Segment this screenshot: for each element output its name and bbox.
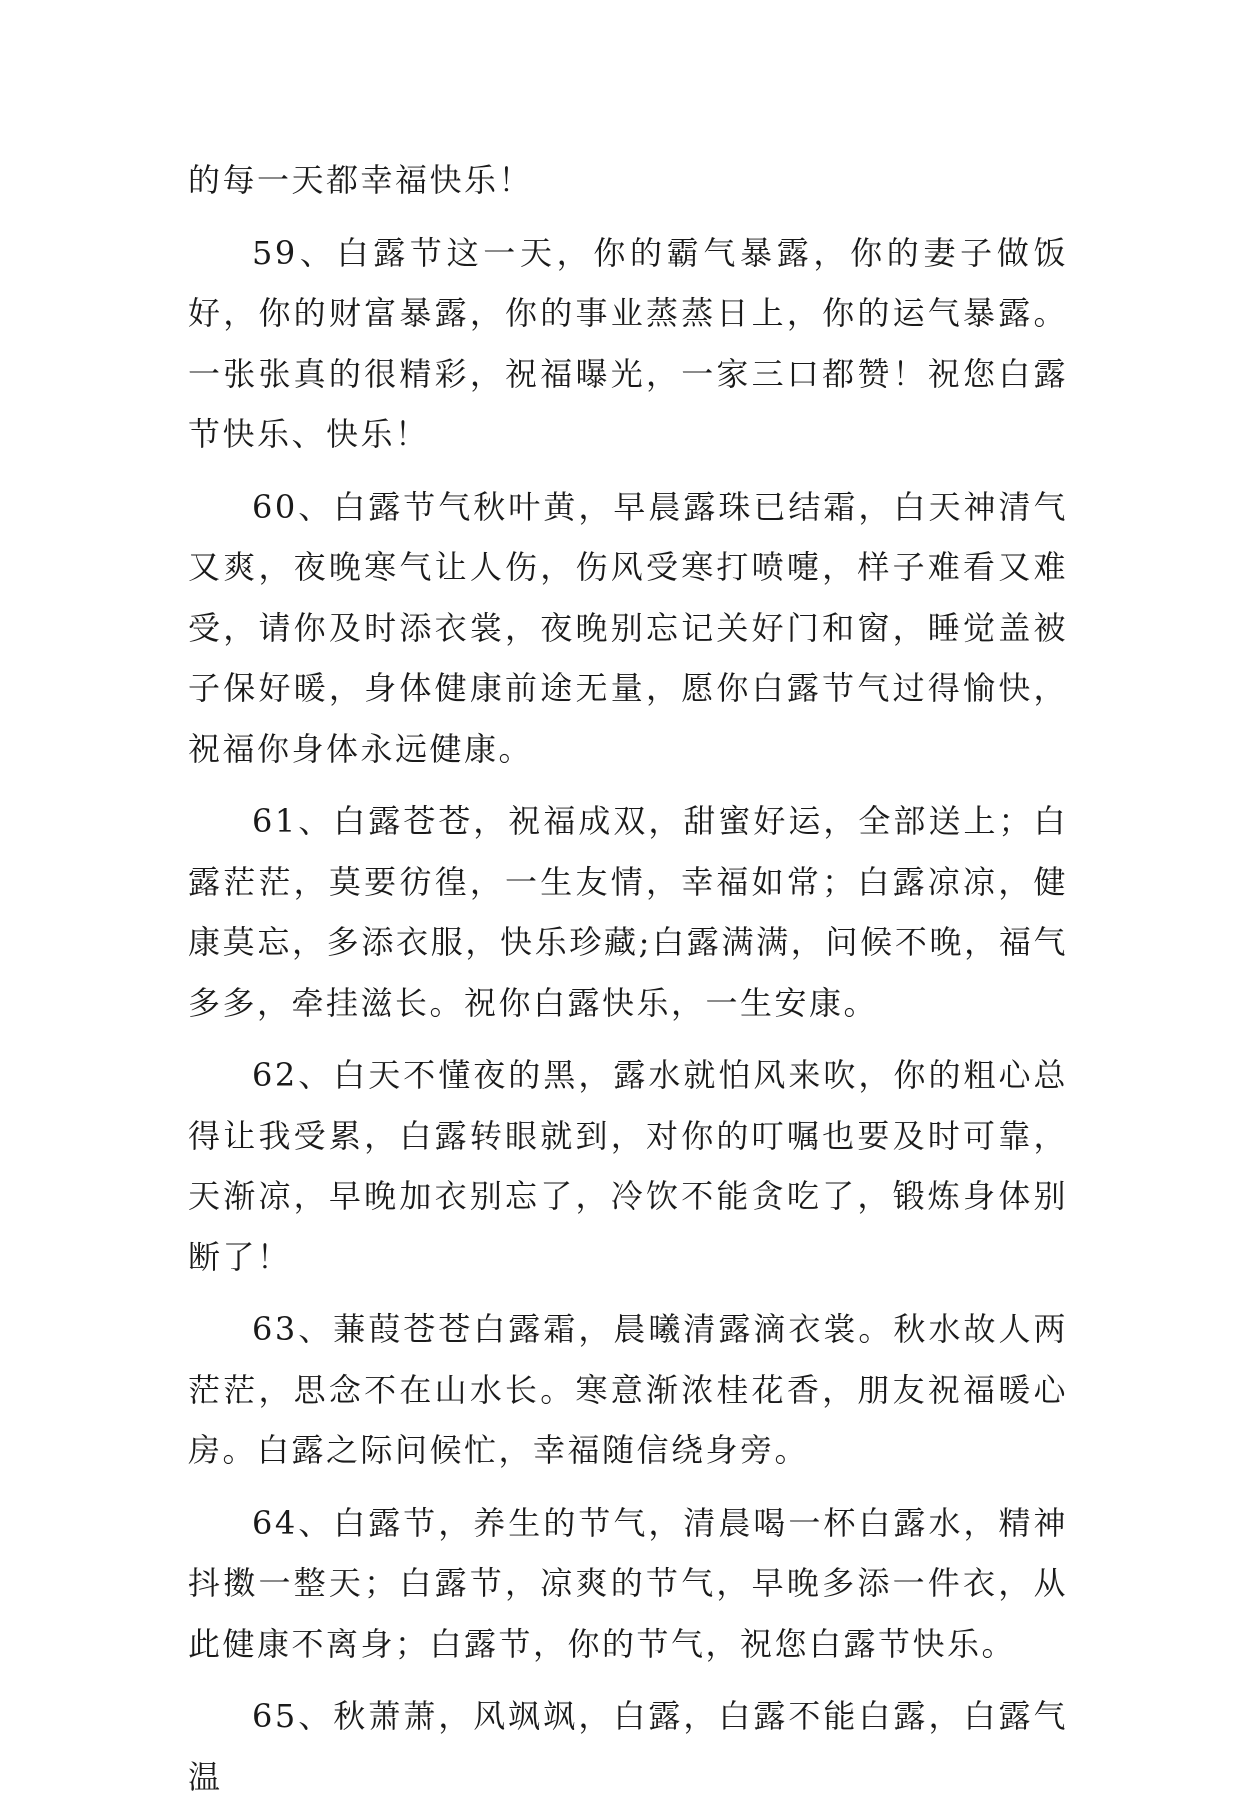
paragraph-62: 62、白天不懂夜的黑，露水就怕风来吹，你的粗心总得让我受累，白露转眼就到，对你的叮嘱也要及时可靠，天渐凉，早晚加衣别忘了，冷饮不能贪吃了，锻炼身体别断了！ bbox=[188, 1056, 1068, 1276]
paragraph-continuation: 的每一天都幸福快乐！ bbox=[188, 161, 534, 199]
paragraph-64: 64、白露节，养生的节气，清晨喝一杯白露水，精神抖擞一整天；白露节，凉爽的节气，早晚多添一件衣，从此健康不离身；白露节，你的节气，祝您白露节快乐。 bbox=[188, 1503, 1068, 1663]
paragraph-60: 60、白露节气秋叶黄，早晨露珠已结霜，白天神清气又爽，夜晚寒气让人伤，伤风受寒打喷嚏，样子难看又难受，请你及时添衣裳，夜晚别忘记关好门和窗，睡觉盖被子保好暖，身体健康前途无量，愿你白露节气过得愉快，祝福你身体永远健康。 bbox=[188, 487, 1068, 768]
document-body bbox=[188, 150, 1068, 1819]
paragraph-65: 65、秋萧萧，风飒飒，白露，白露不能白露，白露气温 bbox=[188, 1697, 1068, 1796]
paragraph-59: 59、白露节这一天，你的霸气暴露，你的妻子做饭好，你的财富暴露，你的事业蒸蒸日上，你的运气暴露。一张张真的很精彩，祝福曝光，一家三口都赞！祝您白露节快乐、快乐！ bbox=[188, 233, 1068, 453]
paragraph-63: 63、蒹葭苍苍白露霜，晨曦清露滴衣裳。秋水故人两茫茫，思念不在山水长。寒意渐浓桂花香，朋友祝福暖心房。白露之际问候忙，幸福随信绕身旁。 bbox=[188, 1310, 1068, 1469]
paragraph-61: 61、白露苍苍，祝福成双，甜蜜好运，全部送上；白露茫茫，莫要彷徨，一生友情，幸福如常；白露凉凉，健康莫忘，多添衣服，快乐珍藏;白露满满，问候不晚，福气多多，牵挂滋长。祝你白露快乐，一生安康。 bbox=[188, 802, 1068, 1022]
